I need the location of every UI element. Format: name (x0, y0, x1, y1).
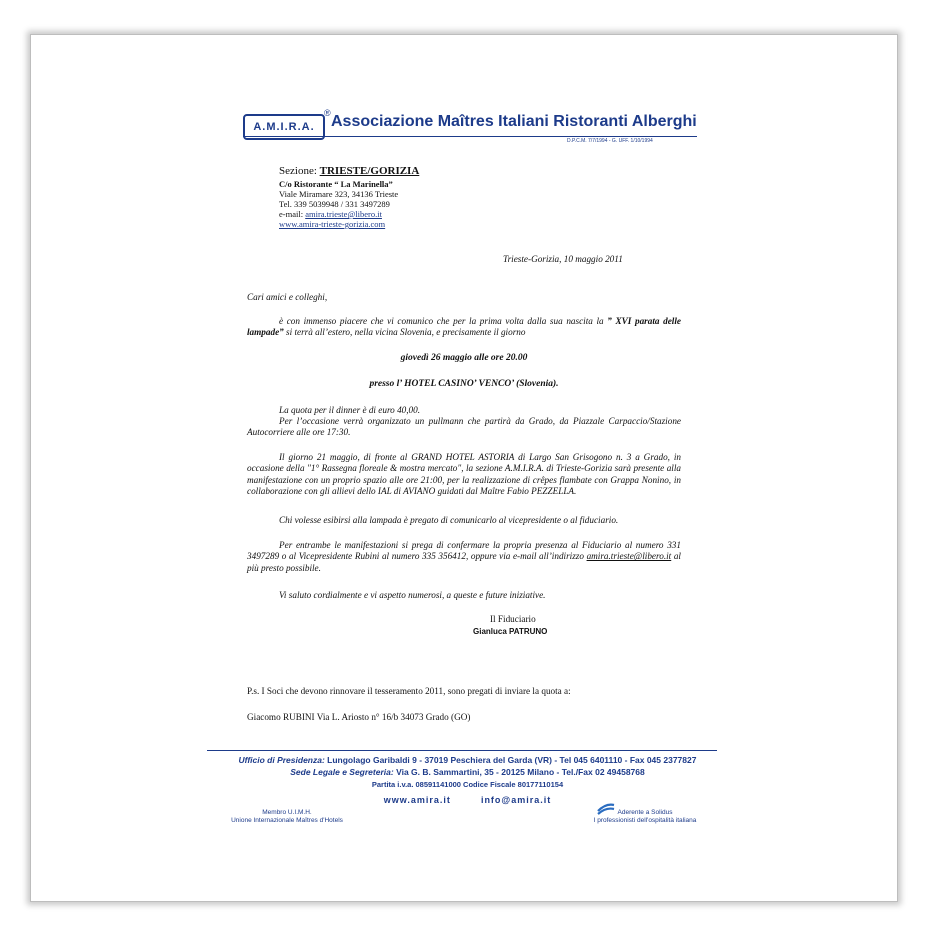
ps-note: P.s. I Soci che devono rinnovare il tesseramento 2011, sono pregati di inviare la quota a: (247, 686, 571, 696)
footer-tax: Partita i.v.a. 08591141000 Codice Fiscale 80177110154 (371, 780, 564, 789)
section-website-link[interactable]: www.amira-trieste-gorizia.com (279, 219, 386, 229)
solidus-membership: Aderente a Solidus I professionisti dell'ospitalità italiana (593, 809, 697, 824)
section-email-line: e-mail: amira.trieste@libero.it (279, 209, 382, 219)
p4-email-link[interactable]: amira.trieste@libero.it (586, 551, 672, 562)
footer-email-link[interactable]: info@amira.it (480, 795, 552, 805)
paragraph-3: Il giorno 21 maggio, di fronte al GRAND HOTEL ASTORIA di Largo San Grisogono n. 3 a Grado, in occasione della "1° Rassegna floreale & mostra mercato", la sezione A.M.I.R.A. di Trieste-Gorizia sarà presente alla manifestazione con un proprio spazio alle ore 21:00, per la realizzazione di crêpes flambate con Grappa Nonino, in collaborazione con gli allievi dello IAL di AVIANO guidati dal Maître Fabio PEZZELLA. (247, 452, 681, 497)
section-email-link[interactable]: amira.trieste@libero.it (305, 209, 382, 219)
registered-mark: ® (324, 108, 331, 118)
event-date: giovedì 26 maggio alle ore 20.00 (400, 353, 528, 363)
place-date: Trieste-Gorizia, 10 maggio 2011 (503, 254, 623, 264)
uimh-membership: Membro U.I.M.H. Unione Internazionale Maîtres d'Hotels (231, 809, 343, 824)
section-title: Sezione: TRIESTE/GORIZIA (279, 165, 420, 177)
footer-presidency: Ufficio di Presidenza: Lungolago Garibaldi 9 - 37019 Peschiera del Garda (VR) - Tel 045 6401110 - Fax 045 2377827 (238, 755, 697, 765)
header-rule (243, 136, 697, 137)
letter-page (207, 108, 728, 830)
amira-logo: A.M.I.R.A. (243, 114, 325, 140)
section-address-line1: C/o Ristorante “ La Marinella” (279, 179, 393, 189)
association-name: Associazione Maîtres Italiani Ristoranti Alberghi (331, 113, 697, 130)
closing: Vi saluto cordialmente e vi aspetto numerosi, a queste e future iniziative. (279, 590, 546, 600)
signature-name: Gianluca PATRUNO (473, 627, 548, 636)
paragraph-3-line2: Chi volesse esibirsi alla lampada è pregato di comunicarlo al vicepresidente o al fiduciario. (279, 515, 619, 525)
ps-address: Giacomo RUBINI Via L. Ariosto n° 16/b 34073 Grado (GO) (247, 712, 471, 722)
section-address-line2: Viale Miramare 323, 34136 Trieste (279, 189, 399, 199)
paragraph-2-line2: Per l’occasione verrà organizzato un pullmann che partirà da Grado, da Piazzale Carpaccio/Stazione Autocorriere alle ore 17:30. (247, 416, 681, 438)
paragraph-2-line1: La quota per il dinner è di euro 40,00. (279, 405, 421, 415)
paragraph-1: è con immenso piacere che vi comunico che per la prima volta dalla sua nascita la ” XVI parata delle lampade” si terrà all’estero, nella vicina Slovenia, e precisamente il giorno (247, 316, 681, 338)
decree-reference: D.P.C.M. 7/7/1994 - G. UFF. 1/10/1994 (567, 138, 653, 144)
signature-title: Il Fiduciario (490, 614, 536, 624)
footer-legal: Sede Legale e Segreteria: Via G. B. Sammartini, 35 - 20125 Milano - Tel./Fax 02 49458768 (290, 767, 645, 777)
footer-website-link[interactable]: www.amira.it (383, 795, 451, 805)
footer-rule (207, 750, 717, 751)
section-website-line (279, 219, 385, 229)
salutation: Cari amici e colleghi, (247, 292, 328, 302)
section-phone: Tel. 339 5039948 / 331 3497289 (279, 199, 390, 209)
footer-contacts (207, 795, 728, 805)
event-place: presso l’ HOTEL CASINO’ VENCO’ (Slovenia). (369, 379, 559, 389)
paragraph-4: Per entrambe le manifestazioni si prega di confermare la propria presenza al Fiduciario al numero 331 3497289 o al Vicepresidente Rubini al numero 335 356412, oppure via e-mail all’indirizzo amira.trieste@libero.it al più presto possibile. (247, 540, 681, 573)
